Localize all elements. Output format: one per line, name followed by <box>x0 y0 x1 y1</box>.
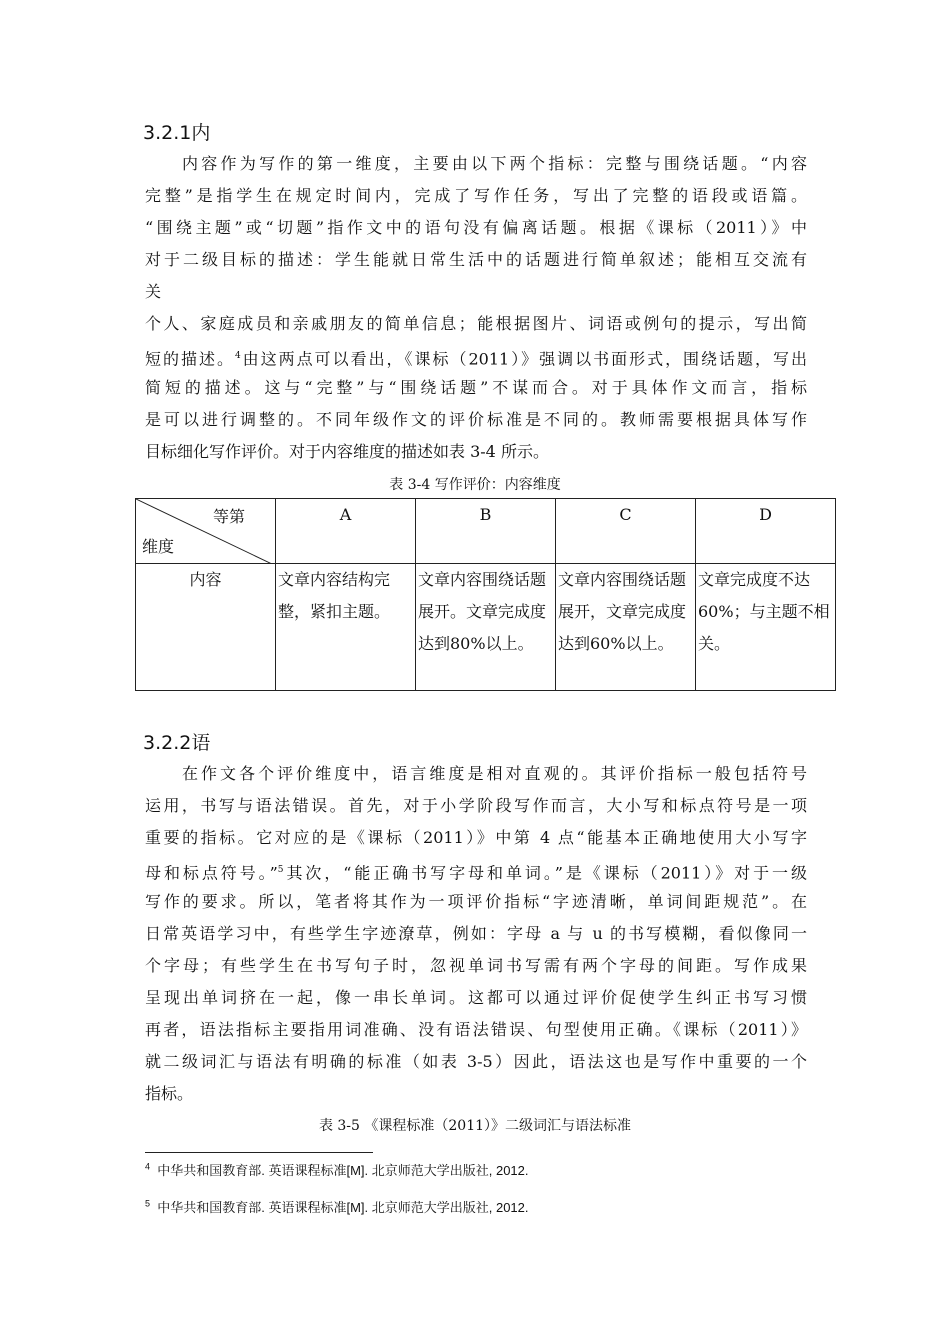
section-heading-3-2-1: 3.2.1内 <box>143 122 211 144</box>
section-heading-3-2-2: 3.2.2语 <box>143 732 211 754</box>
text-line: 重要的指标。它对应的是《课标（2011）》中第 4 点“能基本正确地使用大小写字 <box>145 828 807 847</box>
footnote-number: 4 <box>145 1161 151 1172</box>
footnote-5 <box>145 1197 529 1216</box>
text-line: 指标。 <box>145 1084 194 1103</box>
footnote-number: 5 <box>145 1198 151 1209</box>
footnote-ref[interactable]: 4 <box>234 351 241 361</box>
text-line <box>145 854 807 886</box>
header-cell: A <box>276 499 416 564</box>
text-line: 呈现出单词挤在一起，像一串长单词。这都可以通过评价促使学生纠正书写习惯 <box>145 988 807 1007</box>
cell: 文章内容围绕话题展开。文章完成度达到80%以上。 <box>416 564 556 691</box>
text-line: 关 <box>145 282 162 301</box>
cell: 文章完成度不达 60%；与主题不相关。 <box>696 564 836 691</box>
row-label: 内容 <box>136 564 276 691</box>
footnote-divider <box>145 1152 373 1153</box>
footnote-text: 中华共和国教育部. 英语课程标准[M]. 北京师范大学出版社, 2012. <box>157 1200 529 1215</box>
text-line: 日常英语学习中，有些学生字迹潦草，例如：字母 a 与 u 的书写模糊，看似像同一 <box>145 924 807 943</box>
text-line: 内容作为写作的第一维度，主要由以下两个指标：完整与围绕话题。“内容 <box>182 154 807 173</box>
footnote-ref[interactable]: 5 <box>277 865 284 875</box>
header-cell: B <box>416 499 556 564</box>
text: 短的描述。 <box>145 349 235 369</box>
text-line: 在作文各个评价维度中，语言维度是相对直观的。其评价指标一般包括符号 <box>182 764 807 783</box>
header-cell: D <box>696 499 836 564</box>
text-line: 个字母；有些学生在书写句子时，忽视单词书写需有两个字母的间距。写作成果 <box>145 956 807 975</box>
text-line: 目标细化写作评价。对于内容维度的描述如表 3-4 所示。 <box>145 442 549 461</box>
corner-top-label: 等第 <box>212 507 245 526</box>
text-line: 就二级词汇与语法有明确的标准（如表 3-5）因此，语法这也是写作中重要的一个 <box>145 1052 807 1071</box>
text-line: 简短的描述。这与“完整”与“围绕话题”不谋而合。对于具体作文而言，指标 <box>145 378 807 397</box>
text-line: “围绕主题”或“切题”指作文中的语句没有偏离话题。根据《课标（2011）》中 <box>145 218 807 237</box>
text: 母和标点符号。” <box>145 863 278 883</box>
text-line: 对于二级目标的描述：学生能就日常生活中的话题进行简单叙述；能相互交流有 <box>145 250 807 269</box>
text-line: 完整”是指学生在规定时间内，完成了写作任务，写出了完整的语段或语篇。 <box>145 186 807 205</box>
cell: 文章内容结构完整，紧扣主题。 <box>276 564 416 691</box>
text: 其次，“能正确书写字母和单词。”是《课标（2011）》对于一级 <box>283 863 807 883</box>
table-row <box>136 564 836 691</box>
paragraph-language-dimension <box>145 758 807 1110</box>
table-caption: 表 3-5 《课程标准（2011）》二级词汇与语法标准 <box>318 1118 632 1134</box>
table-header-row <box>136 499 836 564</box>
content-dimension-table <box>135 498 836 691</box>
footnote-text: 中华共和国教育部. 英语课程标准[M]. 北京师范大学出版社, 2012. <box>157 1163 529 1178</box>
text: 由这两点可以看出，《课标（2011）》强调以书面形式，围绕话题，写出 <box>240 349 807 369</box>
header-cell: C <box>556 499 696 564</box>
text-line: 个人、家庭成员和亲戚朋友的简单信息；能根据图片、词语或例句的提示，写出简 <box>145 314 807 333</box>
cell: 文章内容围绕话题展开，文章完成度达到60%以上。 <box>556 564 696 691</box>
corner-cell <box>136 499 276 564</box>
text-line: 运用，书写与语法错误。首先，对于小学阶段写作而言，大小写和标点符号是一项 <box>145 796 807 815</box>
text-line: 再者，语法指标主要指用词准确、没有语法错误、句型使用正确。《课标（2011）》 <box>145 1020 807 1039</box>
paragraph-content-dimension <box>145 148 807 468</box>
table-caption: 表 3-4 写作评价：内容维度 <box>389 477 561 493</box>
text-line <box>145 340 807 372</box>
corner-bottom-label: 维度 <box>142 537 175 556</box>
text-line: 写作的要求。所以，笔者将其作为一项评价指标“字迹清晰，单词间距规范”。在 <box>145 892 807 911</box>
footnote-4 <box>145 1160 529 1179</box>
text-line: 是可以进行调整的。不同年级作文的评价标准是不同的。教师需要根据具体写作 <box>145 410 807 429</box>
